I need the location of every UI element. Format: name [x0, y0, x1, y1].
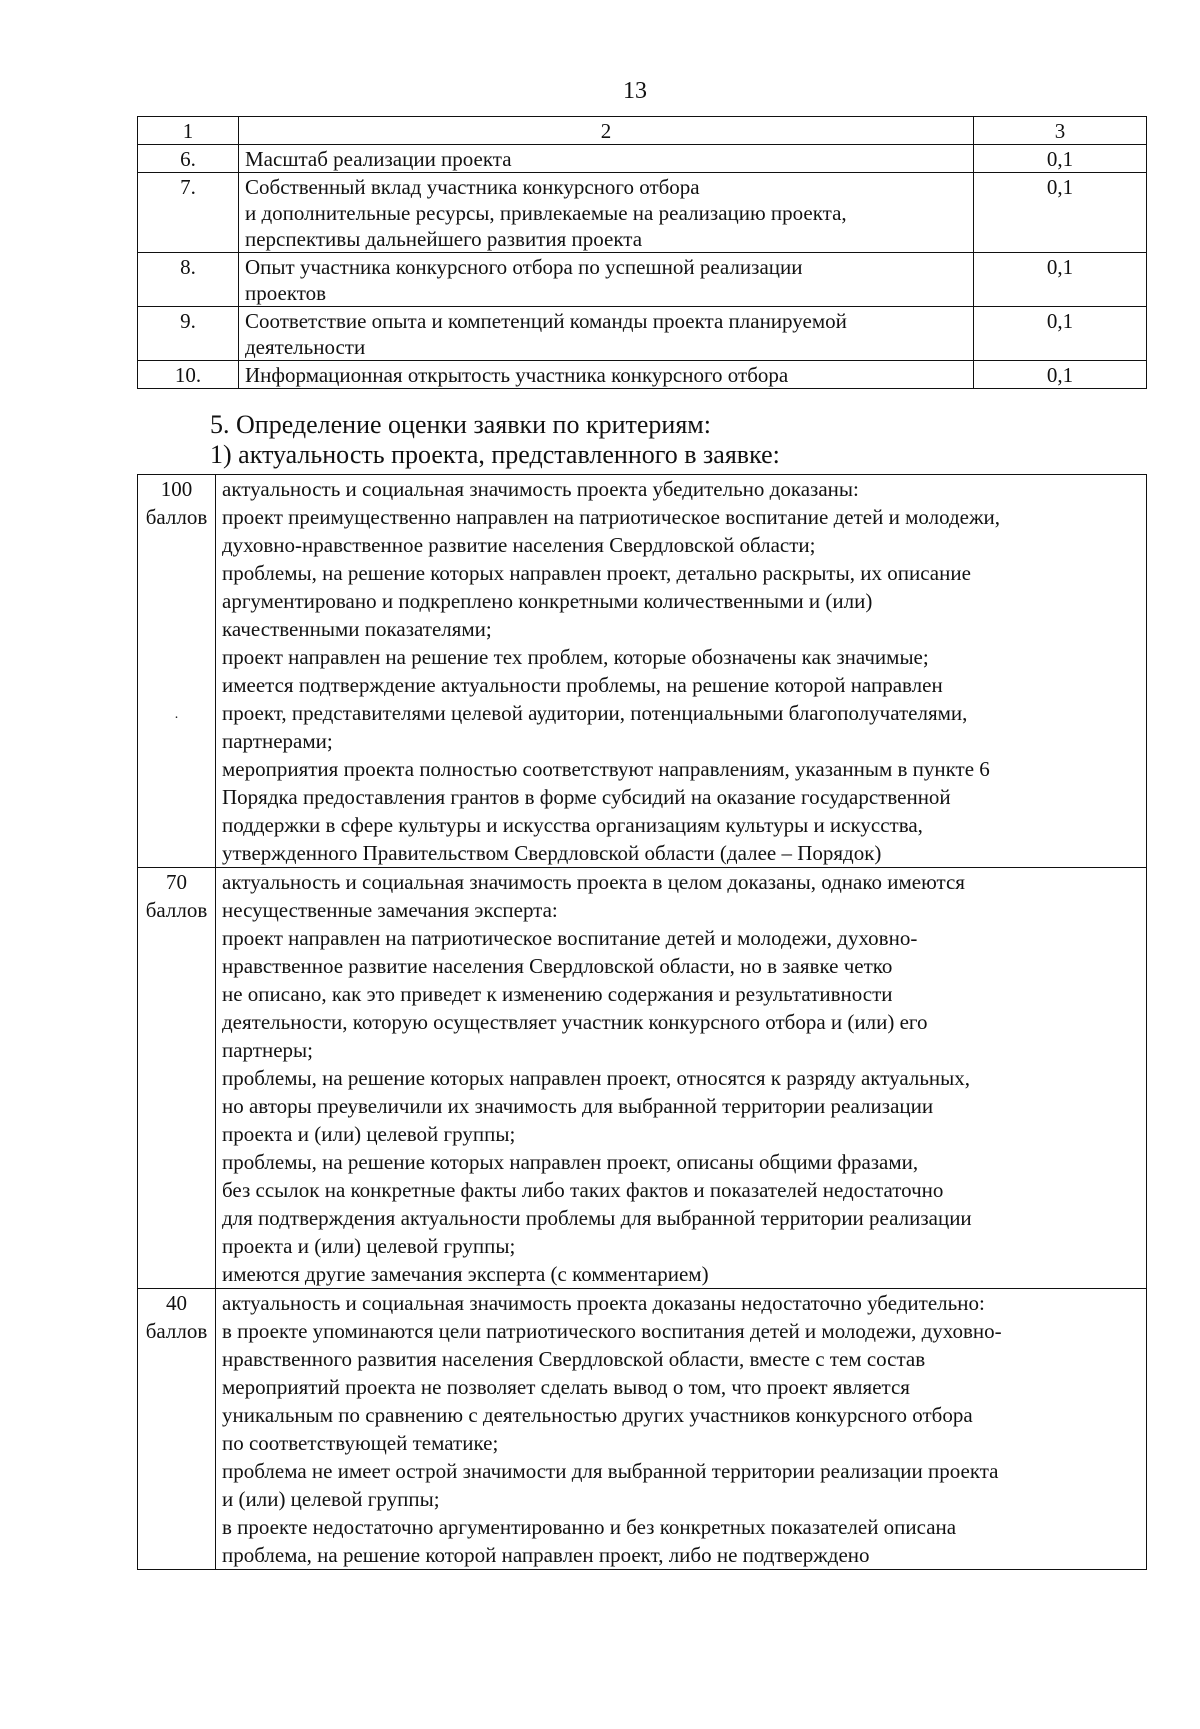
- text-line: проект направлен на решение тех проблем, которые обозначены как значимые;: [222, 645, 929, 669]
- table-row: [138, 307, 1147, 361]
- weight-value: 0,1: [974, 173, 1147, 253]
- row-number: 6.: [138, 145, 239, 173]
- text-line: Опыт участника конкурсного отбора по успешной реализации: [245, 255, 803, 279]
- score-points: [138, 1289, 216, 1570]
- subsection-heading: 1) актуальность проекта, представленного в заявке:: [210, 440, 780, 469]
- text-line: и (или) целевой группы;: [222, 1487, 440, 1511]
- points-value: 70: [166, 870, 187, 894]
- points-value: 40: [166, 1291, 187, 1315]
- text-line: проекта и (или) целевой группы;: [222, 1234, 516, 1258]
- text-line: по соответствующей тематике;: [222, 1431, 499, 1455]
- score-description: [216, 1289, 1147, 1570]
- text-line: нравственного развития населения Свердловской области, вместе с тем состав: [222, 1347, 926, 1371]
- text-line: мероприятия проекта полностью соответствуют направлениям, указанным в пункте 6: [222, 757, 990, 781]
- text-line: партнерами;: [222, 729, 333, 753]
- text-line: партнеры;: [222, 1038, 313, 1062]
- text-line: Информационная открытость участника конкурсного отбора: [245, 363, 789, 387]
- header-cell: 1: [138, 117, 239, 145]
- row-number: 7.: [138, 173, 239, 253]
- text-line: проект направлен на патриотическое воспитание детей и молодежи, духовно-: [222, 926, 918, 950]
- text-line: имеется подтверждение актуальности проблемы, на решение которой направлен: [222, 673, 943, 697]
- section-heading: 5. Определение оценки заявки по критериям:: [210, 410, 711, 439]
- row-number: 10.: [138, 361, 239, 389]
- weight-value: 0,1: [974, 361, 1147, 389]
- text-line: в проекте недостаточно аргументированно и без конкретных показателей описана: [222, 1515, 957, 1539]
- text-line: проблемы, на решение которых направлен проект, описаны общими фразами,: [222, 1150, 919, 1174]
- page-number: 13: [623, 78, 647, 104]
- text-line: проектов: [245, 281, 327, 305]
- score-description: [216, 475, 1147, 868]
- text-line: деятельности: [245, 335, 366, 359]
- text-line: проблемы, на решение которых направлен проект, детально раскрыты, их описание: [222, 561, 971, 585]
- criteria-table: [137, 116, 1147, 389]
- score-table: [137, 474, 1147, 1570]
- criterion-text: [239, 307, 974, 361]
- text-line: проекта и (или) целевой группы;: [222, 1122, 516, 1146]
- text-line: деятельности, которую осуществляет участник конкурсного отбора и (или) его: [222, 1010, 928, 1034]
- text-line: проблема не имеет острой значимости для выбранной территории реализации проекта: [222, 1459, 999, 1483]
- score-row: [138, 475, 1147, 868]
- text-line: качественными показателями;: [222, 617, 492, 641]
- text-line: аргументировано и подкреплено конкретными количественными и (или): [222, 589, 873, 613]
- score-description: [216, 868, 1147, 1289]
- criterion-text: [239, 173, 974, 253]
- points-value: 100: [160, 477, 193, 501]
- table-row: [138, 253, 1147, 307]
- criterion-text: [239, 361, 974, 389]
- header-cell: 3: [974, 117, 1147, 145]
- text-line: без ссылок на конкретные факты либо таких фактов и показателей недостаточно: [222, 1178, 944, 1202]
- points-unit: баллов: [145, 505, 208, 529]
- text-line: для подтверждения актуальности проблемы для выбранной территории реализации: [222, 1206, 972, 1230]
- score-points: [138, 868, 216, 1289]
- points-unit: баллов: [145, 898, 208, 922]
- text-line: проблемы, на решение которых направлен проект, относятся к разряду актуальных,: [222, 1066, 970, 1090]
- table-header-row: [138, 117, 1147, 145]
- table-row: [138, 145, 1147, 173]
- text-line: духовно-нравственное развитие населения Свердловской области;: [222, 533, 816, 557]
- header-cell: 2: [239, 117, 974, 145]
- score-row: [138, 1289, 1147, 1570]
- text-line: не описано, как это приведет к изменению содержания и результативности: [222, 982, 893, 1006]
- text-line: и дополнительные ресурсы, привлекаемые на реализацию проекта,: [245, 201, 847, 225]
- criterion-text: [239, 253, 974, 307]
- text-line: но авторы преувеличили их значимость для выбранной территории реализации: [222, 1094, 934, 1118]
- text-line: несущественные замечания эксперта:: [222, 898, 558, 922]
- text-line: утвержденного Правительством Свердловской области (далее – Порядок): [222, 841, 882, 865]
- text-line: нравственное развитие населения Свердловской области, но в заявке четко: [222, 954, 893, 978]
- text-line: Собственный вклад участника конкурсного отбора: [245, 175, 700, 199]
- weight-value: 0,1: [974, 253, 1147, 307]
- table-row: [138, 173, 1147, 253]
- scan-marker: .: [174, 707, 179, 722]
- points-unit: баллов: [145, 1319, 208, 1343]
- text-line: актуальность и социальная значимость проекта доказаны недостаточно убедительно:: [222, 1291, 985, 1315]
- text-line: Порядка предоставления грантов в форме субсидий на оказание государственной: [222, 785, 951, 809]
- text-line: имеются другие замечания эксперта (с комментарием): [222, 1262, 709, 1286]
- text-line: уникальным по сравнению с деятельностью других участников конкурсного отбора: [222, 1403, 973, 1427]
- text-line: Соответствие опыта и компетенций команды проекта планируемой: [245, 309, 847, 333]
- score-points: [138, 475, 216, 868]
- text-line: проблема, на решение которой направлен проект, либо не подтверждено: [222, 1543, 870, 1567]
- text-line: в проекте упоминаются цели патриотического воспитания детей и молодежи, духовно-: [222, 1319, 1002, 1343]
- text-line: проект преимущественно направлен на патриотическое воспитание детей и молодежи,: [222, 505, 1000, 529]
- table-row: [138, 361, 1147, 389]
- text-line: актуальность и социальная значимость проекта убедительно доказаны:: [222, 477, 859, 501]
- text-line: перспективы дальнейшего развития проекта: [245, 227, 643, 251]
- criterion-text: [239, 145, 974, 173]
- row-number: 9.: [138, 307, 239, 361]
- text-line: проект, представителями целевой аудитории, потенциальными благополучателями,: [222, 701, 968, 725]
- text-line: Масштаб реализации проекта: [245, 147, 512, 171]
- score-row: [138, 868, 1147, 1289]
- text-line: поддержки в сфере культуры и искусства организациям культуры и искусства,: [222, 813, 923, 837]
- text-line: мероприятий проекта не позволяет сделать вывод о том, что проект является: [222, 1375, 910, 1399]
- weight-value: 0,1: [974, 145, 1147, 173]
- text-line: актуальность и социальная значимость проекта в целом доказаны, однако имеются: [222, 870, 965, 894]
- row-number: 8.: [138, 253, 239, 307]
- weight-value: 0,1: [974, 307, 1147, 361]
